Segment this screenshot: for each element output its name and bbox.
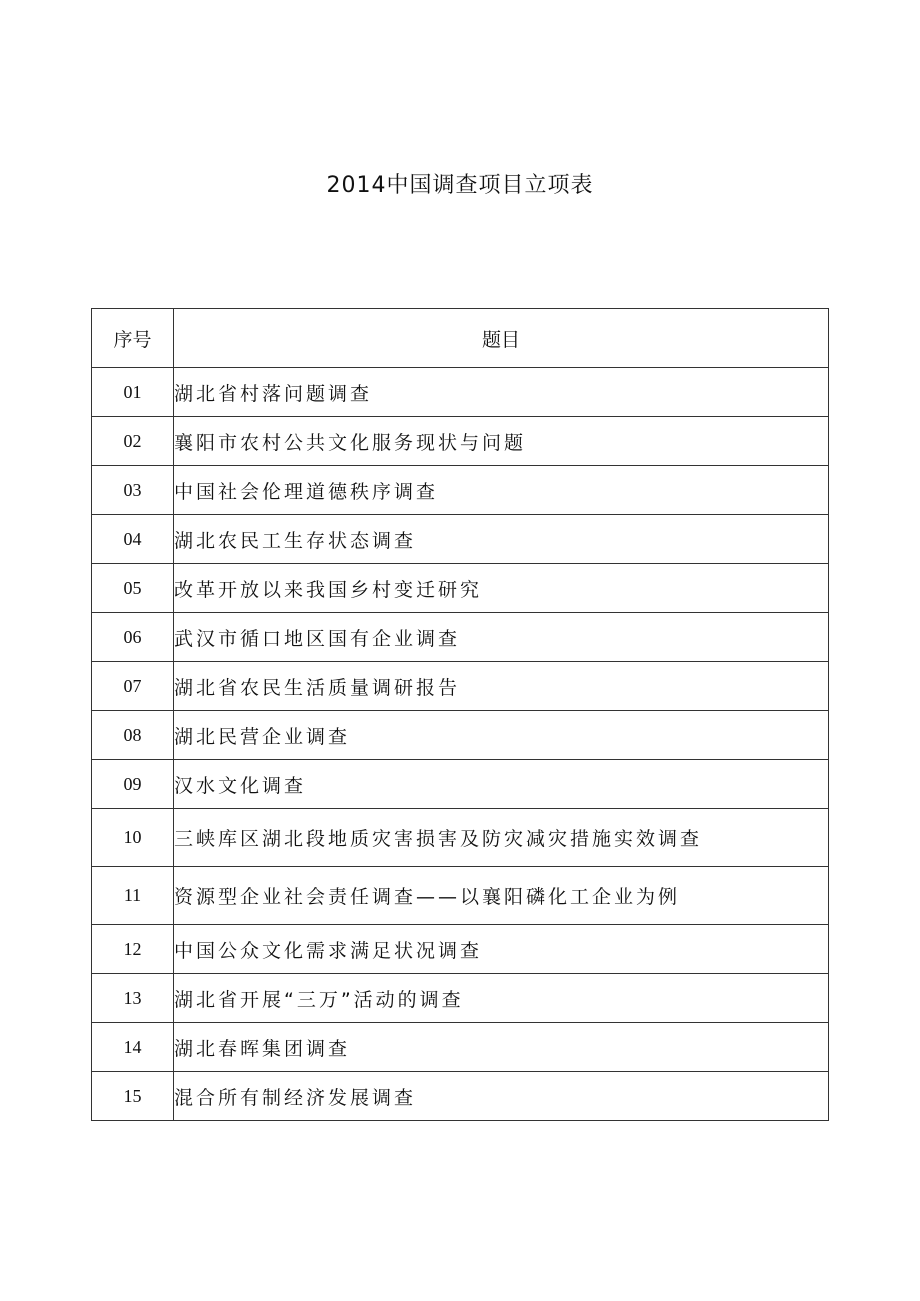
document-title: 2014中国调查项目立项表 bbox=[326, 173, 594, 198]
row-number: 02 bbox=[92, 417, 174, 466]
project-table bbox=[91, 308, 829, 1121]
row-number: 12 bbox=[92, 925, 174, 974]
table-row bbox=[92, 466, 829, 515]
row-number: 07 bbox=[92, 662, 174, 711]
row-number: 14 bbox=[92, 1023, 174, 1072]
table-row bbox=[92, 662, 829, 711]
row-number: 01 bbox=[92, 368, 174, 417]
row-topic: 三峡库区湖北段地质灾害损害及防灾减灾措施实效调查 bbox=[174, 809, 829, 867]
row-topic: 中国社会伦理道德秩序调查 bbox=[174, 466, 829, 515]
header-topic: 题目 bbox=[174, 309, 829, 368]
row-topic: 汉水文化调查 bbox=[174, 760, 829, 809]
row-number: 15 bbox=[92, 1072, 174, 1121]
table-row bbox=[92, 809, 829, 867]
row-topic: 资源型企业社会责任调查——以襄阳磷化工企业为例 bbox=[174, 867, 829, 925]
table-row bbox=[92, 515, 829, 564]
row-topic: 混合所有制经济发展调查 bbox=[174, 1072, 829, 1121]
row-topic: 湖北省村落问题调查 bbox=[174, 368, 829, 417]
table-row bbox=[92, 711, 829, 760]
row-topic: 湖北春晖集团调查 bbox=[174, 1023, 829, 1072]
row-number: 13 bbox=[92, 974, 174, 1023]
row-number: 11 bbox=[92, 867, 174, 925]
table-row bbox=[92, 1072, 829, 1121]
table-row bbox=[92, 974, 829, 1023]
row-number: 08 bbox=[92, 711, 174, 760]
row-topic: 湖北省开展“三万”活动的调查 bbox=[174, 974, 829, 1023]
row-topic: 武汉市循口地区国有企业调查 bbox=[174, 613, 829, 662]
table-row bbox=[92, 1023, 829, 1072]
table-row bbox=[92, 564, 829, 613]
row-number: 04 bbox=[92, 515, 174, 564]
row-number: 09 bbox=[92, 760, 174, 809]
table-header-row bbox=[92, 309, 829, 368]
row-topic: 改革开放以来我国乡村变迁研究 bbox=[174, 564, 829, 613]
row-topic: 湖北民营企业调查 bbox=[174, 711, 829, 760]
row-number: 05 bbox=[92, 564, 174, 613]
header-number: 序号 bbox=[92, 309, 174, 368]
table-row bbox=[92, 368, 829, 417]
table-row bbox=[92, 867, 829, 925]
table-row bbox=[92, 760, 829, 809]
row-topic: 湖北农民工生存状态调查 bbox=[174, 515, 829, 564]
table-row bbox=[92, 925, 829, 974]
row-topic: 襄阳市农村公共文化服务现状与问题 bbox=[174, 417, 829, 466]
table-row bbox=[92, 417, 829, 466]
row-number: 06 bbox=[92, 613, 174, 662]
row-number: 03 bbox=[92, 466, 174, 515]
table-row bbox=[92, 613, 829, 662]
row-topic: 中国公众文化需求满足状况调查 bbox=[174, 925, 829, 974]
row-topic: 湖北省农民生活质量调研报告 bbox=[174, 662, 829, 711]
row-number: 10 bbox=[92, 809, 174, 867]
